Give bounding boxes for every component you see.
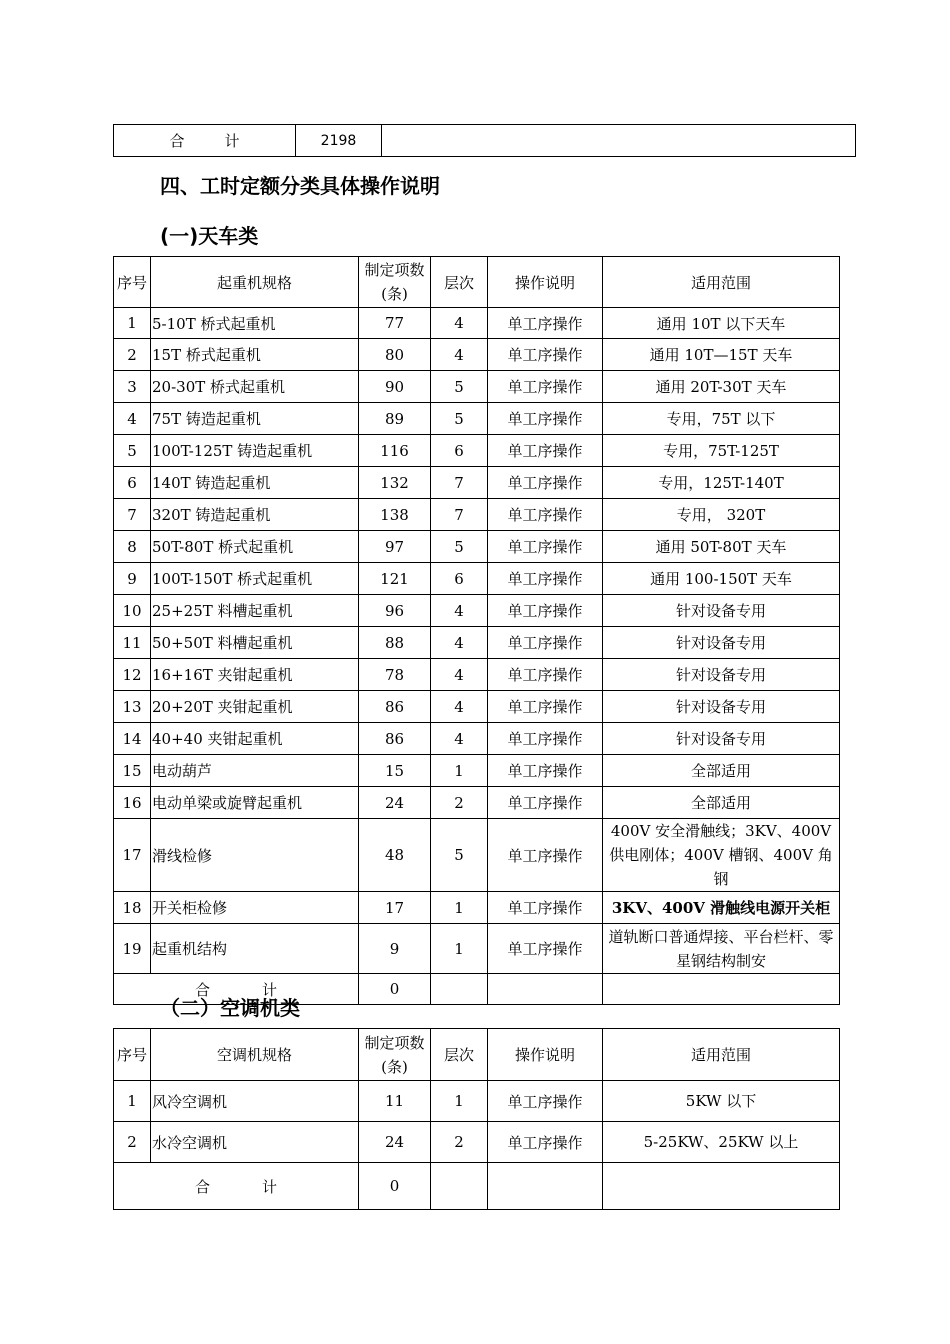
table-cell: 40+40 夹钳起重机	[151, 723, 359, 755]
table-cell: 13	[114, 691, 151, 723]
total-empty	[431, 974, 488, 1005]
table-cell: 6	[114, 467, 151, 499]
table-cell: 单工序操作	[488, 787, 603, 819]
table-cell: 5	[431, 531, 488, 563]
table-cell: 通用 20T-30T 天车	[603, 371, 840, 403]
table-cell: 5KW 以下	[603, 1081, 840, 1122]
table-cell: 121	[359, 563, 431, 595]
table-cell: 单工序操作	[488, 595, 603, 627]
table-cell: 2	[114, 1122, 151, 1163]
table-row	[114, 755, 840, 787]
table-cell: 1	[114, 1081, 151, 1122]
table-cell: 针对设备专用	[603, 723, 840, 755]
top-total-table	[113, 124, 856, 157]
total-empty	[431, 1163, 488, 1210]
table-cell: 18	[114, 892, 151, 924]
table-cell: 通用 100-150T 天车	[603, 563, 840, 595]
table-cell: 单工序操作	[488, 723, 603, 755]
table-cell: 7	[114, 499, 151, 531]
top-total-label: 合 计	[114, 125, 296, 157]
table-cell: 116	[359, 435, 431, 467]
table-cell: 5-10T 桥式起重机	[151, 308, 359, 339]
table-row	[114, 595, 840, 627]
table-cell: 15	[359, 755, 431, 787]
table-cell: 4	[431, 659, 488, 691]
table-cell: 6	[431, 563, 488, 595]
table-cell: 4	[431, 691, 488, 723]
table-cell: 滑线检修	[151, 819, 359, 892]
total-label-a: 合	[194, 1177, 210, 1196]
table-cell: 单工序操作	[488, 371, 603, 403]
table-cell: 5-25KW、25KW 以上	[603, 1122, 840, 1163]
table-cell: 专用， 320T	[603, 499, 840, 531]
table-cell: 96	[359, 595, 431, 627]
table-cell: 75T 铸造起重机	[151, 403, 359, 435]
table-cell: 132	[359, 467, 431, 499]
table-cell: 针对设备专用	[603, 595, 840, 627]
table-cell: 3KV、400V 滑触线电源开关柜	[603, 892, 840, 924]
table-cell: 单工序操作	[488, 627, 603, 659]
table-cell: 3	[114, 371, 151, 403]
table-cell: 12	[114, 659, 151, 691]
table-cell: 9	[359, 924, 431, 974]
table-cell: 1	[431, 755, 488, 787]
table-cell: 10	[114, 595, 151, 627]
table-cell: 1	[431, 924, 488, 974]
table-cell: 19	[114, 924, 151, 974]
total-value: 0	[359, 1163, 431, 1210]
table-cell: 单工序操作	[488, 499, 603, 531]
table-cell: 专用，125T-140T	[603, 467, 840, 499]
table-cell: 5	[114, 435, 151, 467]
table-cell: 针对设备专用	[603, 627, 840, 659]
top-total-empty	[382, 125, 856, 157]
table-cell: 11	[359, 1081, 431, 1122]
table-cell: 90	[359, 371, 431, 403]
table-row	[114, 691, 840, 723]
column-header: 起重机规格	[151, 257, 359, 308]
table-cell: 单工序操作	[488, 755, 603, 787]
table-cell: 8	[114, 531, 151, 563]
table-row	[114, 819, 840, 892]
total-label	[114, 1163, 359, 1210]
table-cell: 2	[114, 339, 151, 371]
table-cell: 25+25T 料槽起重机	[151, 595, 359, 627]
total-empty	[488, 1163, 603, 1210]
table-row	[114, 892, 840, 924]
table-cell: 2	[431, 1122, 488, 1163]
table-cell: 88	[359, 627, 431, 659]
table-cell: 4	[431, 308, 488, 339]
aircon-heading: （二）空调机类	[160, 996, 300, 1020]
table-cell: 1	[431, 892, 488, 924]
table-cell: 100T-150T 桥式起重机	[151, 563, 359, 595]
table-row	[114, 1122, 840, 1163]
table-cell: 单工序操作	[488, 819, 603, 892]
table-cell: 4	[431, 723, 488, 755]
table-cell: 单工序操作	[488, 924, 603, 974]
table-cell: 单工序操作	[488, 892, 603, 924]
table-row	[114, 1081, 840, 1122]
section-heading: 四、工时定额分类具体操作说明	[160, 174, 440, 198]
table-cell: 9	[114, 563, 151, 595]
table-cell: 通用 10T 以下天车	[603, 308, 840, 339]
table-row	[114, 435, 840, 467]
table-cell: 单工序操作	[488, 339, 603, 371]
table-cell: 24	[359, 1122, 431, 1163]
table-cell: 4	[431, 595, 488, 627]
crane-table	[113, 256, 840, 1005]
table-cell: 7	[431, 467, 488, 499]
table-cell: 4	[114, 403, 151, 435]
table-cell: 道轨断口普通焊接、平台栏杆、零星钢结构制安	[603, 924, 840, 974]
column-header: 空调机规格	[151, 1029, 359, 1081]
table-cell: 17	[359, 892, 431, 924]
table-cell: 80	[359, 339, 431, 371]
table-cell: 5	[431, 371, 488, 403]
table-cell: 风冷空调机	[151, 1081, 359, 1122]
column-header: 序号	[114, 257, 151, 308]
table-cell: 单工序操作	[488, 531, 603, 563]
table-cell: 专用，75T-125T	[603, 435, 840, 467]
table-cell: 78	[359, 659, 431, 691]
table-row	[114, 924, 840, 974]
total-label-a: 合	[194, 980, 210, 999]
total-value: 0	[359, 974, 431, 1005]
column-header: 层次	[431, 257, 488, 308]
table-cell: 通用 10T—15T 天车	[603, 339, 840, 371]
table-cell: 100T-125T 铸造起重机	[151, 435, 359, 467]
table-row	[114, 627, 840, 659]
total-empty	[603, 1163, 840, 1210]
table-cell: 单工序操作	[488, 1122, 603, 1163]
table-cell: 20-30T 桥式起重机	[151, 371, 359, 403]
table-cell: 48	[359, 819, 431, 892]
table-cell: 50+50T 料槽起重机	[151, 627, 359, 659]
column-header: 操作说明	[488, 1029, 603, 1081]
table-cell: 86	[359, 723, 431, 755]
table-cell: 15	[114, 755, 151, 787]
table-header-row	[114, 1029, 840, 1081]
table-cell: 单工序操作	[488, 435, 603, 467]
table-row	[114, 467, 840, 499]
table-cell: 320T 铸造起重机	[151, 499, 359, 531]
table-cell: 1	[431, 1081, 488, 1122]
table-cell: 77	[359, 308, 431, 339]
table-cell: 单工序操作	[488, 308, 603, 339]
column-header: 层次	[431, 1029, 488, 1081]
table-row	[114, 371, 840, 403]
total-label-b: 计	[262, 980, 278, 999]
table-cell: 16	[114, 787, 151, 819]
table-cell: 97	[359, 531, 431, 563]
table-cell: 89	[359, 403, 431, 435]
top-total-value: 2198	[296, 125, 382, 157]
table-cell: 电动葫芦	[151, 755, 359, 787]
column-header: 制定项数 (条)	[359, 1029, 431, 1081]
total-label-b: 计	[262, 1177, 278, 1196]
total-empty	[603, 974, 840, 1005]
table-cell: 单工序操作	[488, 1081, 603, 1122]
column-header: 序号	[114, 1029, 151, 1081]
table-cell: 20+20T 夹钳起重机	[151, 691, 359, 723]
table-row	[114, 563, 840, 595]
table-cell: 16+16T 夹钳起重机	[151, 659, 359, 691]
aircon-table	[113, 1028, 840, 1210]
column-header: 制定项数 (条)	[359, 257, 431, 308]
table-cell: 单工序操作	[488, 691, 603, 723]
table-cell: 2	[431, 787, 488, 819]
table-cell: 6	[431, 435, 488, 467]
table-row	[114, 339, 840, 371]
table-cell: 138	[359, 499, 431, 531]
table-row	[114, 787, 840, 819]
table-cell: 4	[431, 627, 488, 659]
table-cell: 开关柜检修	[151, 892, 359, 924]
table-cell: 单工序操作	[488, 467, 603, 499]
table-cell: 起重机结构	[151, 924, 359, 974]
table-cell: 针对设备专用	[603, 691, 840, 723]
table-cell: 4	[431, 339, 488, 371]
table-row	[114, 499, 840, 531]
total-empty	[488, 974, 603, 1005]
table-cell: 单工序操作	[488, 659, 603, 691]
table-row	[114, 403, 840, 435]
table-cell: 电动单梁或旋臂起重机	[151, 787, 359, 819]
table-cell: 15T 桥式起重机	[151, 339, 359, 371]
table-row	[114, 308, 840, 339]
table-cell: 86	[359, 691, 431, 723]
crane-heading: (一)天车类	[160, 224, 259, 248]
table-cell: 7	[431, 499, 488, 531]
table-cell: 水冷空调机	[151, 1122, 359, 1163]
table-cell: 140T 铸造起重机	[151, 467, 359, 499]
column-header: 操作说明	[488, 257, 603, 308]
table-cell: 50T-80T 桥式起重机	[151, 531, 359, 563]
table-cell: 全部适用	[603, 755, 840, 787]
table-cell: 1	[114, 308, 151, 339]
table-cell: 通用 50T-80T 天车	[603, 531, 840, 563]
table-row	[114, 659, 840, 691]
table-row	[114, 723, 840, 755]
table-header-row	[114, 257, 840, 308]
table-cell: 全部适用	[603, 787, 840, 819]
table-cell: 17	[114, 819, 151, 892]
column-header: 适用范围	[603, 257, 840, 308]
column-header: 适用范围	[603, 1029, 840, 1081]
total-row	[114, 1163, 840, 1210]
table-cell: 单工序操作	[488, 403, 603, 435]
table-cell: 单工序操作	[488, 563, 603, 595]
table-cell: 14	[114, 723, 151, 755]
table-cell: 400V 安全滑触线；3KV、400V 供电刚体；400V 槽钢、400V 角钢	[603, 819, 840, 892]
table-cell: 5	[431, 403, 488, 435]
table-cell: 11	[114, 627, 151, 659]
table-cell: 5	[431, 819, 488, 892]
table-cell: 24	[359, 787, 431, 819]
table-cell: 专用，75T 以下	[603, 403, 840, 435]
table-cell: 针对设备专用	[603, 659, 840, 691]
table-row	[114, 531, 840, 563]
